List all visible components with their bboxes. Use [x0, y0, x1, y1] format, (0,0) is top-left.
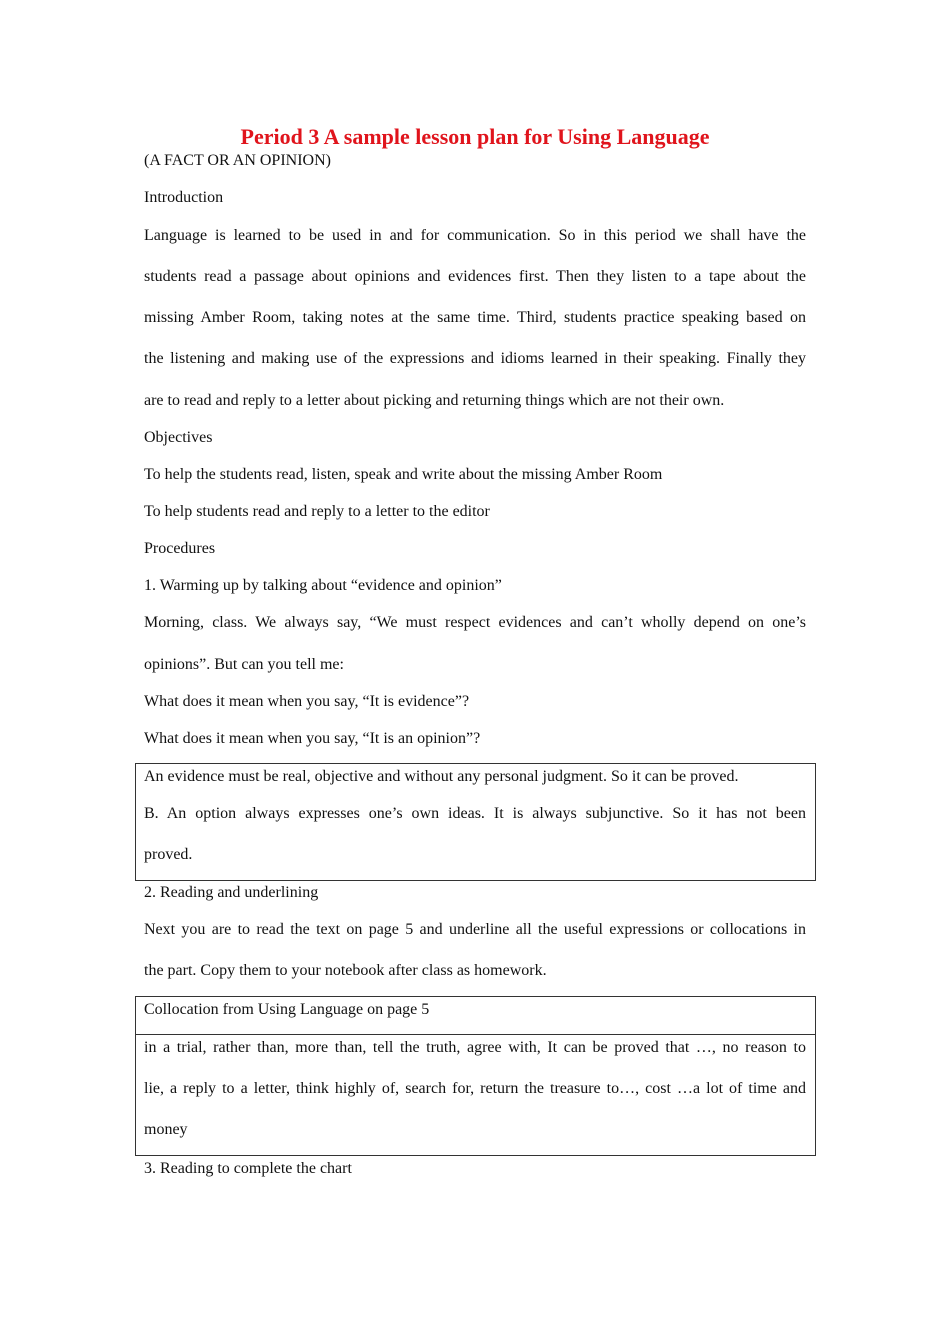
step1-line: What does it mean when you say, “It is an opinion”? [144, 730, 481, 747]
table-line: money [144, 1121, 188, 1138]
objectives-heading: Objectives [144, 429, 213, 446]
step2-line: the part. Copy them to your notebook after class as homework. [144, 962, 547, 979]
subtitle: (A FACT OR AN OPINION) [144, 152, 331, 169]
intro-line: missing Amber Room, taking notes at the same time. Third, students practice speaking based on [144, 309, 806, 326]
objective-item: To help students read and reply to a letter to the editor [144, 503, 490, 520]
step2-line: Next you are to read the text on page 5 and underline all the useful expressions or collocations in [144, 921, 806, 938]
step1-line: What does it mean when you say, “It is evidence”? [144, 693, 470, 710]
answer-line: B. An option always expresses one’s own ideas. It is always subjunctive. So it has not been [144, 805, 806, 822]
page-title: Period 3 A sample lesson plan for Using Language [240, 124, 710, 149]
answer-line: proved. [144, 846, 193, 863]
intro-line: students read a passage about opinions and evidences first. Then they listen to a tape about the [144, 268, 806, 285]
step2-title: 2. Reading and underlining [144, 884, 319, 901]
introduction-heading: Introduction [144, 189, 224, 206]
objective-item: To help the students read, listen, speak and write about the missing Amber Room [144, 466, 663, 483]
step1-title: 1. Warming up by talking about “evidence and opinion” [144, 577, 502, 594]
table-line: in a trial, rather than, more than, tell the truth, agree with, It can be proved that …, no reason to [144, 1039, 806, 1056]
step3-title: 3. Reading to complete the chart [144, 1160, 352, 1177]
step1-line: opinions”. But can you tell me: [144, 656, 344, 673]
intro-line: are to read and reply to a letter about picking and returning things which are not their own. [144, 392, 725, 409]
table-line: lie, a reply to a letter, think highly of, search for, return the treasure to…, cost …a lot of time and [144, 1080, 806, 1097]
procedures-heading: Procedures [144, 540, 216, 557]
step1-line: Morning, class. We always say, “We must respect evidences and can’t wholly depend on one’s [144, 614, 806, 631]
table-divider [135, 1034, 816, 1035]
table-header: Collocation from Using Language on page 5 [144, 1001, 430, 1018]
answer-line: An evidence must be real, objective and without any personal judgment. So it can be proved. [144, 768, 739, 785]
intro-line: Language is learned to be used in and for communication. So in this period we shall have the [144, 227, 806, 244]
intro-line: the listening and making use of the expressions and idioms learned in their speaking. Finally they [144, 350, 806, 367]
